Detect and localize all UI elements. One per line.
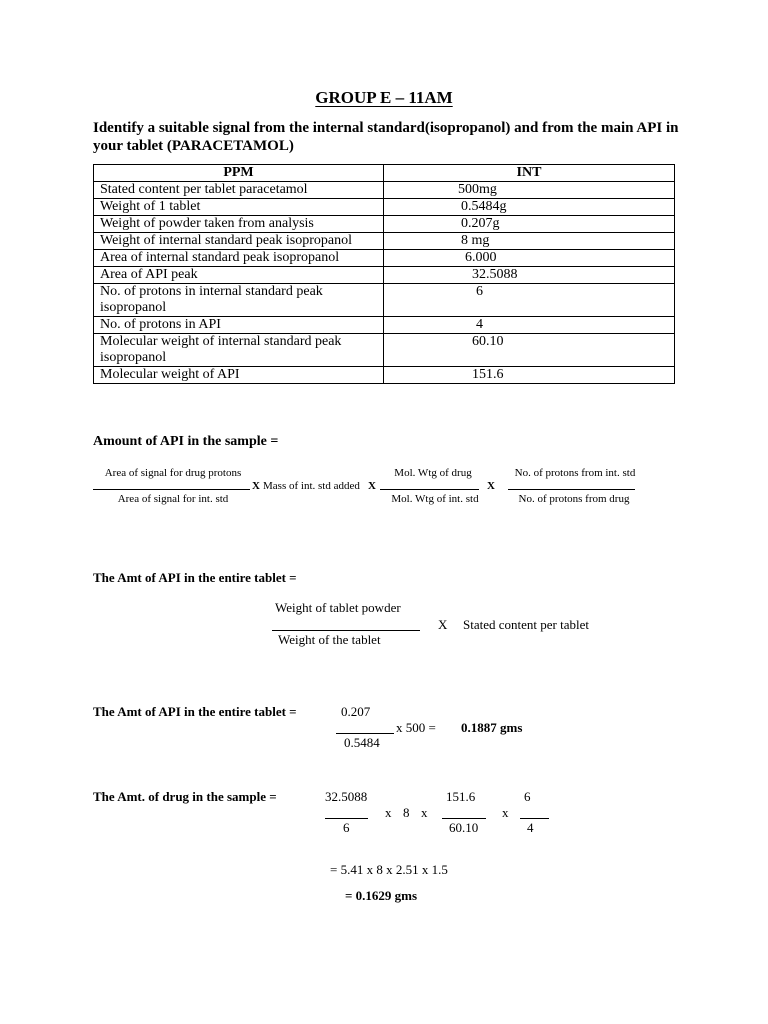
fraction-line [520, 818, 549, 819]
row-value-cell [384, 367, 675, 384]
calc2-heading: The Amt. of drug in the sample = [93, 789, 277, 804]
row-value-cell [384, 216, 675, 233]
calc1-result: 0.1887 gms [461, 720, 523, 735]
row-label: Weight of powder taken from analysis [94, 216, 384, 233]
row-label: Weight of 1 tablet [94, 199, 384, 216]
table-row [94, 182, 675, 199]
formula2-heading: The Amt of API in the entire tablet = [93, 570, 297, 585]
row-label: Area of API peak [94, 267, 384, 284]
formula1-num3: No. of protons from int. std [514, 467, 636, 479]
calc2-eight: 8 [403, 805, 410, 820]
row-value-cell [384, 334, 675, 367]
table-row [94, 267, 675, 284]
header-ppm: PPM [94, 165, 384, 182]
calc2-n3: 6 [524, 789, 531, 804]
calc2-x1: x [385, 805, 392, 820]
formula1-heading: Amount of API in the sample = [93, 434, 279, 449]
formula1-den1: Area of signal for int. std [117, 493, 229, 505]
row-value: 500mg [458, 182, 497, 197]
row-value-cell [384, 199, 675, 216]
calc1-num: 0.207 [341, 704, 371, 719]
formula1-den3: No. of protons from drug [518, 493, 630, 505]
table-row [94, 250, 675, 267]
fraction-line [272, 630, 420, 631]
row-value-cell [384, 317, 675, 334]
data-table [93, 164, 675, 384]
table-row [94, 284, 675, 317]
row-value-cell [384, 233, 675, 250]
fraction-line [508, 489, 635, 490]
calc1-mid: x 500 = [396, 720, 436, 735]
table-row [94, 334, 675, 367]
formula1-num2: Mol. Wtg of drug [394, 467, 472, 479]
row-value-cell [384, 182, 675, 199]
calc1-den: 0.5484 [344, 735, 380, 750]
table-row [94, 233, 675, 250]
row-value: 0.5484g [461, 199, 507, 214]
calc1-heading: The Amt of API in the entire tablet = [93, 704, 297, 719]
row-value: 6.000 [465, 250, 497, 265]
formula1-x2: X [368, 480, 376, 492]
formula1-x3: X [487, 480, 495, 492]
fraction-line [442, 818, 486, 819]
fraction-line [325, 818, 368, 819]
row-label: Area of internal standard peak isopropanol [94, 250, 384, 267]
row-value: 6 [476, 284, 483, 299]
row-value-cell [384, 250, 675, 267]
calc2-result: = 0.1629 gms [345, 888, 418, 903]
title-text: GROUP E – 11AM [315, 88, 453, 107]
calc2-x3: x [502, 805, 509, 820]
page-title [0, 89, 768, 106]
row-label: Molecular weight of API [94, 367, 384, 384]
calc2-n1: 32.5088 [325, 789, 368, 804]
formula2-den: Weight of the tablet [278, 632, 381, 647]
calc2-x2: x [421, 805, 428, 820]
row-label: Weight of internal standard peak isopropanol [94, 233, 384, 250]
table-header-row [94, 165, 675, 182]
fraction-line [380, 489, 479, 490]
formula1-num1: Area of signal for drug protons [104, 467, 242, 479]
row-value: 32.5088 [472, 267, 518, 282]
calc2-step: = 5.41 x 8 x 2.51 x 1.5 [330, 862, 448, 877]
row-value: 151.6 [472, 367, 504, 382]
fraction-line [336, 733, 394, 734]
table-row [94, 317, 675, 334]
row-value-cell [384, 284, 675, 317]
calc2-d2: 60.10 [449, 820, 479, 835]
calc2-n2: 151.6 [446, 789, 476, 804]
row-value: 0.207g [461, 216, 500, 231]
formula1-mass: Mass of int. std added [263, 480, 360, 492]
intro-instructions: Identify a suitable signal from the internal standard(isopropanol) and from the main API in your tablet (PARACETAMOL) [93, 120, 679, 154]
row-value: 60.10 [472, 334, 504, 349]
row-label: Molecular weight of internal standard peak isopropanol [94, 334, 384, 367]
formula2-num: Weight of tablet powder [275, 600, 401, 615]
calc2-d1: 6 [343, 820, 350, 835]
calc2-d3: 4 [527, 820, 534, 835]
row-label: No. of protons in internal standard peak isopropanol [94, 284, 384, 317]
row-label: Stated content per tablet paracetamol [94, 182, 384, 199]
row-value: 8 mg [461, 233, 490, 248]
fraction-line [93, 489, 250, 490]
row-value-cell [384, 267, 675, 284]
header-int: INT [384, 165, 675, 182]
table-row [94, 216, 675, 233]
table-row [94, 199, 675, 216]
formula2-x: X [438, 617, 448, 632]
table-row [94, 367, 675, 384]
formula1-den2: Mol. Wtg of int. std [391, 493, 479, 505]
row-label: No. of protons in API [94, 317, 384, 334]
formula1-x1: X [252, 480, 260, 492]
formula2-right: Stated content per tablet [463, 617, 589, 632]
row-value: 4 [476, 317, 483, 332]
